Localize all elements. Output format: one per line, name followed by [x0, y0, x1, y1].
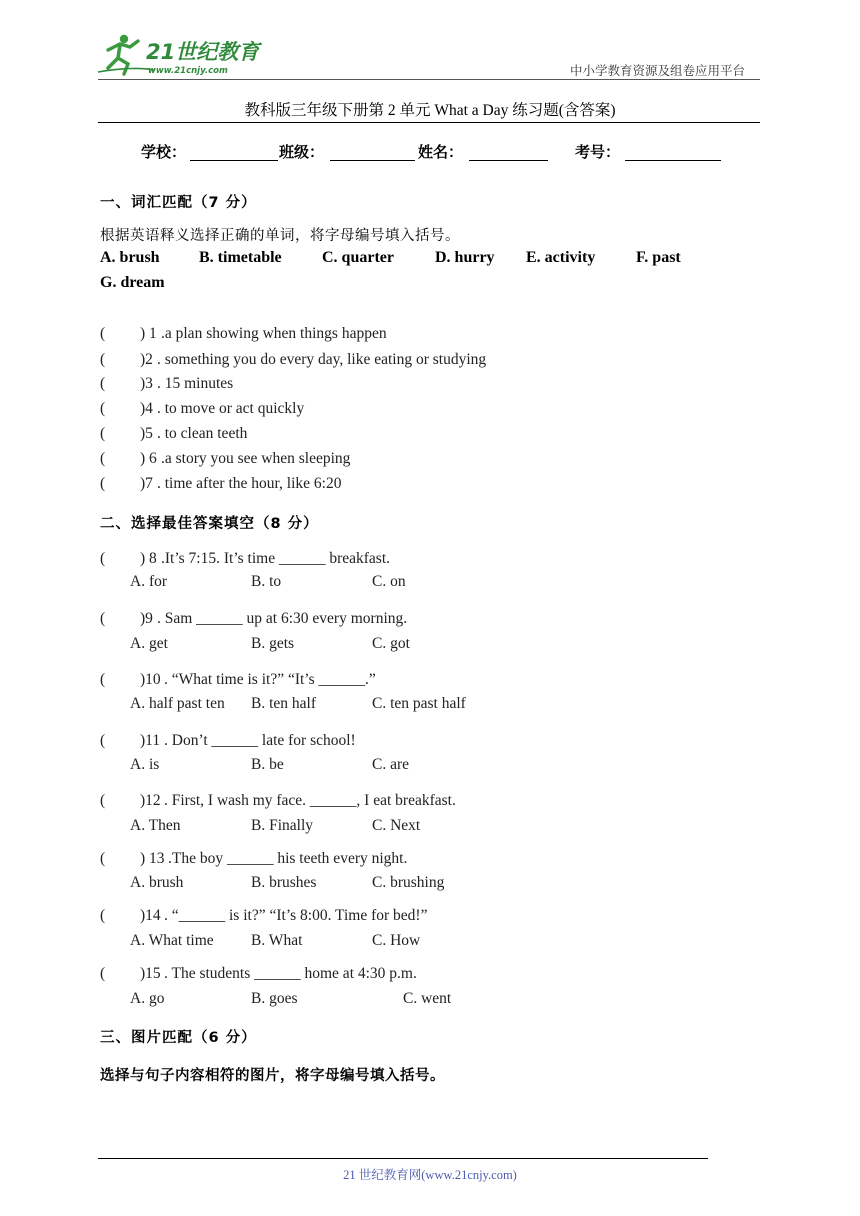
answer-paren-open[interactable]: ( — [100, 375, 106, 392]
answer-paren-open[interactable]: ( — [100, 450, 106, 467]
answer-paren-close: ) 1 — [140, 325, 157, 342]
school-blank[interactable] — [190, 160, 278, 161]
question-11 — [100, 732, 660, 752]
option-c[interactable]: C. Next — [372, 817, 421, 834]
option-a[interactable]: A. What time — [130, 932, 214, 949]
answer-paren-close: )14 — [140, 907, 161, 924]
name-blank[interactable] — [469, 160, 548, 161]
question-text: .It’s 7:15. It’s time ______ breakfast. — [161, 550, 391, 567]
question-text: . First, I wash my face. ______, I eat breakfast. — [164, 792, 456, 809]
answer-paren-close: )4 — [140, 400, 153, 417]
word-option-e: E. activity — [526, 249, 596, 266]
answer-paren-close: )11 — [140, 732, 161, 749]
question-text: . time after the hour, like 6:20 — [157, 475, 342, 492]
answer-paren-open[interactable]: ( — [100, 732, 106, 749]
word-option-d: D. hurry — [435, 249, 495, 266]
answer-paren-close: )7 — [140, 475, 153, 492]
brand-name: 21世纪教育 — [146, 40, 260, 64]
question-1 — [100, 325, 660, 345]
option-b[interactable]: B. Finally — [251, 817, 314, 834]
exam-number-blank[interactable] — [625, 160, 721, 161]
question-14 — [100, 907, 660, 927]
class-label: 班级： — [279, 143, 325, 161]
answer-paren-open[interactable]: ( — [100, 325, 106, 342]
option-c[interactable]: C. are — [372, 756, 410, 773]
answer-paren-close: )2 — [140, 351, 153, 368]
site-logo — [94, 30, 264, 80]
answer-paren-open[interactable]: ( — [100, 425, 106, 442]
answer-paren-close: ) 6 — [140, 450, 157, 467]
option-b[interactable]: B. goes — [251, 990, 298, 1007]
answer-paren-open[interactable]: ( — [100, 475, 106, 492]
answer-paren-close: ) 8 — [140, 550, 157, 567]
option-b[interactable]: B. What — [251, 932, 303, 949]
option-b[interactable]: B. be — [251, 756, 284, 773]
answer-paren-open[interactable]: ( — [100, 610, 106, 627]
footer-link[interactable]: 21 世纪教育网(www.21cnjy.com) — [343, 1168, 517, 1182]
answer-paren-open[interactable]: ( — [100, 965, 106, 982]
section-1-instruction: 根据英语释义选择正确的单词，将字母编号填入括号。 — [100, 228, 460, 244]
section-3-heading: 三、图片匹配（6 分） — [100, 1030, 257, 1046]
option-c[interactable]: C. How — [372, 932, 421, 949]
site-tagline: 中小学教育资源及组卷应用平台 — [570, 64, 746, 78]
question-text: .The boy ______ his teeth every night. — [168, 850, 408, 867]
option-a[interactable]: A. go — [130, 990, 165, 1007]
question-text: . Sam ______ up at 6:30 every morning. — [157, 610, 408, 627]
word-option-b: B. timetable — [199, 249, 282, 266]
option-c[interactable]: C. went — [403, 990, 452, 1007]
name-label: 姓名： — [418, 143, 464, 161]
option-a[interactable]: A. Then — [130, 817, 181, 834]
answer-paren-close: )15 — [140, 965, 161, 982]
school-label: 学校： — [141, 143, 187, 161]
answer-paren-close: )5 — [140, 425, 153, 442]
answer-paren-close: )9 — [140, 610, 153, 627]
question-8 — [100, 550, 660, 570]
question-text: . to clean teeth — [157, 425, 248, 442]
question-12 — [100, 792, 660, 812]
class-blank[interactable] — [330, 160, 415, 161]
answer-paren-close: )3 — [140, 375, 153, 392]
question-15 — [100, 965, 660, 985]
word-option-c: C. quarter — [322, 249, 394, 266]
question-text: . Don’t ______ late for school! — [164, 732, 356, 749]
question-5 — [100, 425, 660, 445]
section-2-heading: 二、选择最佳答案填空（8 分） — [100, 516, 319, 532]
question-text: . “______ is it?” “It’s 8:00. Time for bed!” — [164, 907, 428, 924]
answer-paren-open[interactable]: ( — [100, 792, 106, 809]
answer-paren-open[interactable]: ( — [100, 550, 106, 567]
answer-paren-open[interactable]: ( — [100, 400, 106, 417]
question-7 — [100, 475, 660, 495]
answer-paren-close: ) 13 — [140, 850, 165, 867]
brand-url: www.21cnjy.com — [148, 66, 228, 76]
option-a[interactable]: A. get — [130, 635, 168, 652]
option-a[interactable]: A. brush — [130, 874, 184, 891]
question-text: . “What time is it?” “It’s ______.” — [164, 671, 376, 688]
question-text: . something you do every day, like eating or studying — [157, 351, 487, 368]
question-6 — [100, 450, 660, 470]
option-c[interactable]: C. got — [372, 635, 410, 652]
option-c[interactable]: C. on — [372, 573, 406, 590]
option-b[interactable]: B. to — [251, 573, 282, 590]
option-b[interactable]: B. brushes — [251, 874, 317, 891]
answer-paren-open[interactable]: ( — [100, 907, 106, 924]
answer-paren-open[interactable]: ( — [100, 671, 106, 688]
header-divider — [98, 79, 760, 80]
question-text: . 15 minutes — [157, 375, 234, 392]
section-3-instruction: 选择与句子内容相符的图片，将字母编号填入括号。 — [100, 1068, 445, 1084]
exam-number-label: 考号： — [575, 143, 621, 161]
section-1-heading: 一、词汇匹配（7 分） — [100, 195, 257, 211]
option-a[interactable]: A. half past ten — [130, 695, 225, 712]
question-text: . to move or act quickly — [157, 400, 305, 417]
word-option-g: G. dream — [100, 274, 165, 291]
word-option-f: F. past — [636, 249, 681, 266]
title-divider — [98, 122, 760, 123]
question-3 — [100, 375, 660, 395]
footer-divider — [98, 1158, 708, 1159]
question-10 — [100, 671, 660, 691]
option-c[interactable]: C. brushing — [372, 874, 445, 891]
option-b[interactable]: B. ten half — [251, 695, 316, 712]
answer-paren-open[interactable]: ( — [100, 850, 106, 867]
answer-paren-close: )10 — [140, 671, 161, 688]
document-title: 教科版三年级下册第 2 单元 What a Day 练习题(含答案) — [244, 102, 616, 119]
option-c[interactable]: C. ten past half — [372, 695, 466, 712]
question-9 — [100, 610, 660, 630]
question-text: .a plan showing when things happen — [161, 325, 387, 342]
option-a[interactable]: A. for — [130, 573, 168, 590]
answer-paren-close: )12 — [140, 792, 161, 809]
question-4 — [100, 400, 660, 420]
question-text: .a story you see when sleeping — [161, 450, 351, 467]
option-b[interactable]: B. gets — [251, 635, 295, 652]
question-2 — [100, 351, 660, 371]
answer-paren-open[interactable]: ( — [100, 351, 106, 368]
word-option-a: A. brush — [100, 249, 160, 266]
option-a[interactable]: A. is — [130, 756, 160, 773]
question-text: . The students ______ home at 4:30 p.m. — [164, 965, 417, 982]
question-13 — [100, 850, 660, 870]
